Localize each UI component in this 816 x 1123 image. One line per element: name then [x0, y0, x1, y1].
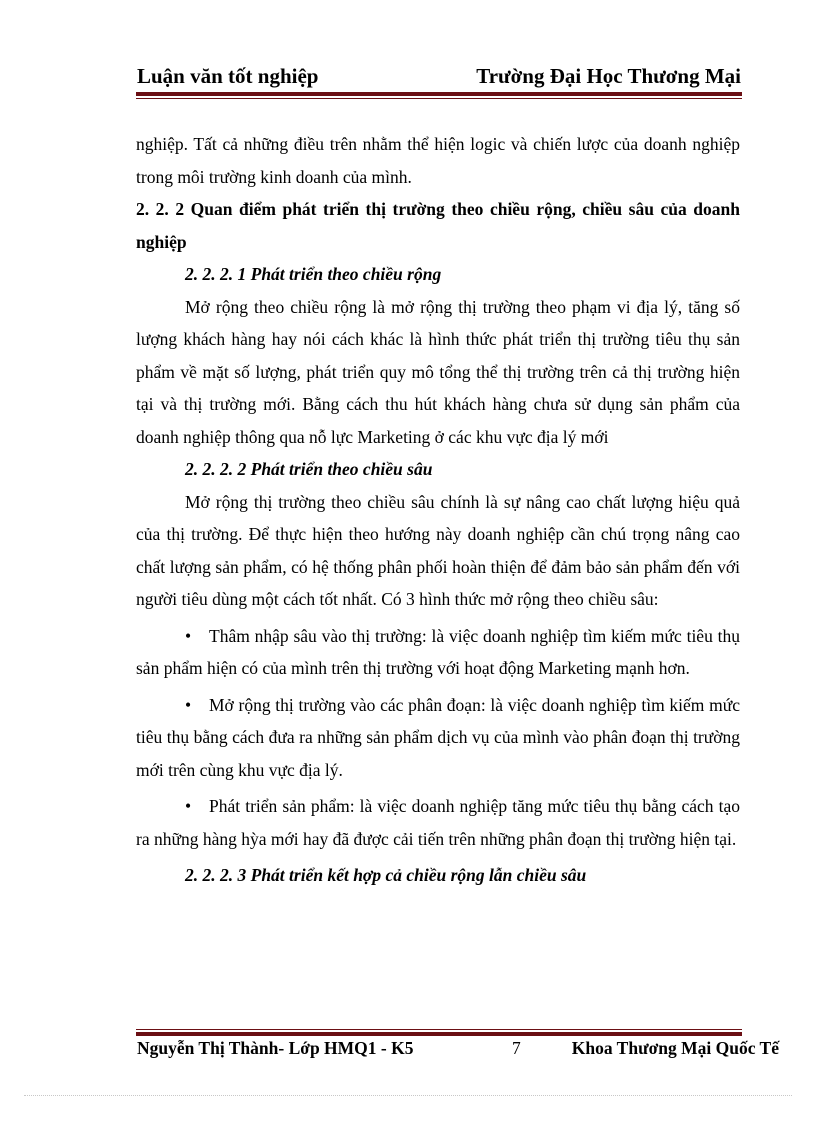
footer-rule-thin — [136, 1029, 742, 1030]
list-item-text: Phát triển sản phẩm: là việc doanh nghiệp tăng mức tiêu thụ bằng cách tạo ra những hàng hỳa mới hay đã được cải tiến trên những phân đoạn thị trường hiện tại. — [136, 796, 740, 849]
list-item-text: Thâm nhập sâu vào thị trường: là việc doanh nghiệp tìm kiếm mức tiêu thụ sản phẩm hiện có của mình trên thị trường với hoạt động Marketing mạnh hơn. — [136, 625, 740, 678]
footer-author: Nguyễn Thị Thành- Lớp HMQ1 - K5 — [137, 1038, 414, 1058]
list-item — [136, 689, 740, 787]
bullet-icon: • — [185, 694, 192, 715]
header-university-name: Trường Đại Học Thương Mại — [476, 64, 741, 88]
page-bottom-dotted-line — [24, 1095, 792, 1096]
paragraph-continued: nghiệp. Tất cả những điều trên nhằm thể hiện logic và chiến lược của doanh nghiệp trong môi trường kinh doanh của mình. — [136, 134, 740, 187]
list-item — [136, 620, 740, 685]
subsection-heading-2-2-2-3: 2. 2. 2. 3 Phát triển kết hợp cả chiều rộng lẫn chiều sâu — [185, 865, 587, 885]
bullet-icon: • — [185, 796, 192, 816]
list-item — [136, 790, 740, 855]
subsection-heading-2-2-2-2: 2. 2. 2. 2 Phát triển theo chiều sâu — [185, 459, 433, 479]
subsection-heading-2-2-2-1: 2. 2. 2. 1 Phát triển theo chiều rộng — [185, 264, 442, 284]
page-number: 7 — [512, 1038, 521, 1058]
bullet-icon: • — [185, 625, 192, 646]
footer-faculty: Khoa Thương Mại Quốc Tế — [571, 1038, 779, 1058]
header-rule-thick — [136, 92, 742, 96]
document-body — [136, 128, 740, 892]
section-heading-2-2-2: 2. 2. 2 Quan điểm phát triển thị trường theo chiều rộng, chiều sâu của doanh nghiệp — [136, 199, 740, 252]
list-item-text: Mở rộng thị trường vào các phân đoạn: là việc doanh nghiệp tìm kiếm mức tiêu thụ bằng cách đưa ra những sản phẩm dịch vụ của mình vào phân đoạn thị trường mới trên cùng khu vực địa lý. — [136, 694, 740, 780]
footer-rule-thick — [136, 1032, 742, 1036]
paragraph-breadth: Mở rộng theo chiều rộng là mở rộng thị trường theo phạm vi địa lý, tăng số lượng khách hàng hay nói cách khác là hình thức phát triển thị trường tiêu thụ sản phẩm về mặt số lượng, phát triển quy mô tổng thể thị trường trên cả thị trường hiện tại và thị trường mới. Bằng cách thu hút khách hàng chưa sử dụng sản phẩm của doanh nghiệp thông qua nỗ lực Marketing ở các khu vực địa lý mới — [136, 296, 740, 447]
header-rule-thin — [136, 98, 742, 99]
paragraph-depth: Mở rộng thị trường theo chiều sâu chính là sự nâng cao chất lượng hiệu quả của thị trường. Để thực hiện theo hướng này doanh nghiệp cần chú trọng nâng cao chất lượng sản phẩm, có hệ thống phân phối hoàn thiện để đảm bảo sản phẩm đến với người tiêu dùng một cách tốt nhất. Có 3 hình thức mở rộng theo chiều sâu: — [136, 491, 740, 609]
header-thesis-title: Luận văn tốt nghiệp — [137, 64, 319, 88]
